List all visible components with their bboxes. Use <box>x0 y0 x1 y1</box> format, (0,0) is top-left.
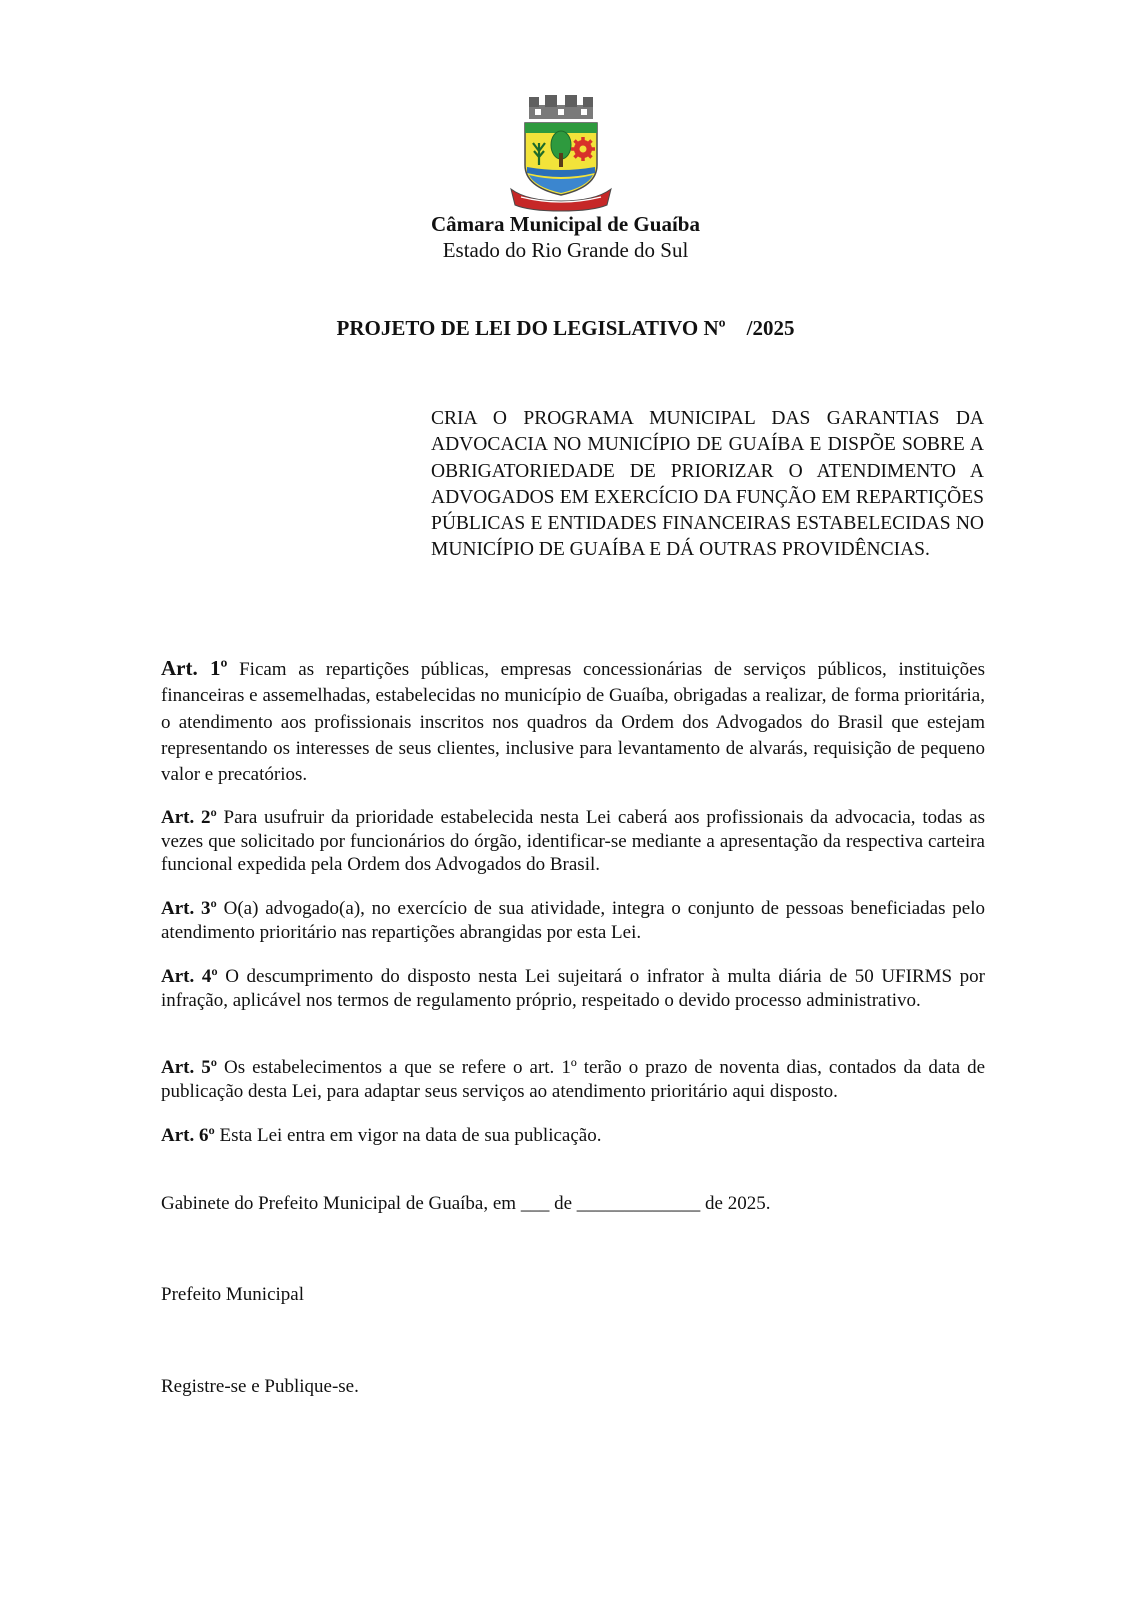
closing-line: Gabinete do Prefeito Municipal de Guaíba, em ___ de _____________ de 2025. <box>161 1193 771 1214</box>
coat-of-arms-icon <box>507 93 615 213</box>
bill-summary: CRIA O PROGRAMA MUNICIPAL DAS GARANTIAS DA ADVOCACIA NO MUNICÍPIO DE GUAÍBA E DISPÕE SOBRE A OBRIGATORIEDADE DE PRIORIZAR O ATENDIMENTO A ADVOGADOS EM EXERCÍCIO DA FUNÇÃO EM REPARTIÇÕES PÚBLICAS E ENTIDADES FINANCEIRAS ESTABELECIDAS NO MUNICÍPIO DE GUAÍBA E DÁ OUTRAS PROVIDÊNCIAS. <box>431 408 984 561</box>
institution-state: Estado do Rio Grande do Sul <box>442 238 689 262</box>
article-label: Art. 4º <box>161 966 218 987</box>
article-3 <box>161 897 985 944</box>
article-5 <box>161 1056 985 1103</box>
article-1 <box>161 655 985 788</box>
signature-line: Prefeito Municipal <box>161 1284 304 1305</box>
article-label: Art. 2º <box>161 807 217 828</box>
article-label: Art. 5º <box>161 1057 218 1078</box>
article-4 <box>161 965 985 1012</box>
article-label: Art. 1º <box>161 656 228 680</box>
article-6 <box>161 1124 985 1148</box>
article-label: Art. 3º <box>161 898 217 919</box>
article-text: Os estabelecimentos a que se refere o art. 1º terão o prazo de noventa dias, contados da data de publicação desta Lei, para adaptar seus serviços ao atendimento prioritário aqui disposto. <box>161 1057 986 1102</box>
article-label: Art. 6º <box>161 1125 215 1146</box>
register-line: Registre-se e Publique-se. <box>161 1376 359 1397</box>
article-text: O descumprimento do disposto nesta Lei sujeitará o infrator à multa diária de 50 UFIRMS por infração, aplicável nos termos de regulamento próprio, respeitado o devido processo administrativo. <box>161 966 986 1011</box>
article-text: Esta Lei entra em vigor na data de sua publicação. <box>219 1125 602 1146</box>
bill-title: PROJETO DE LEI DO LEGISLATIVO Nº /2025 <box>336 316 795 340</box>
article-text: Para usufruir da prioridade estabelecida nesta Lei caberá aos profissionais da advocacia, todas as vezes que solicitado por funcionários do órgão, identificar-se mediante a apresentação da respectiva carteira funcional expedida pela Ordem dos Advogados do Brasil. <box>161 807 986 875</box>
institution-name: Câmara Municipal de Guaíba <box>431 212 700 236</box>
article-text: Ficam as repartições públicas, empresas concessionárias de serviços públicos, instituições financeiras e assemelhadas, estabelecidas no município de Guaíba, obrigadas a realizar, de forma prioritária, o atendimento aos profissionais inscritos nos quadros da Ordem dos Advogados do Brasil que estejam representando os interesses de seus clientes, inclusive para levantamento de alvarás, requisição de pequeno valor e precatórios. <box>161 659 985 786</box>
article-text: O(a) advogado(a), no exercício de sua atividade, integra o conjunto de pessoas beneficiadas pelo atendimento prioritário nas repartições abrangidas por esta Lei. <box>161 898 985 943</box>
article-2 <box>161 806 985 877</box>
